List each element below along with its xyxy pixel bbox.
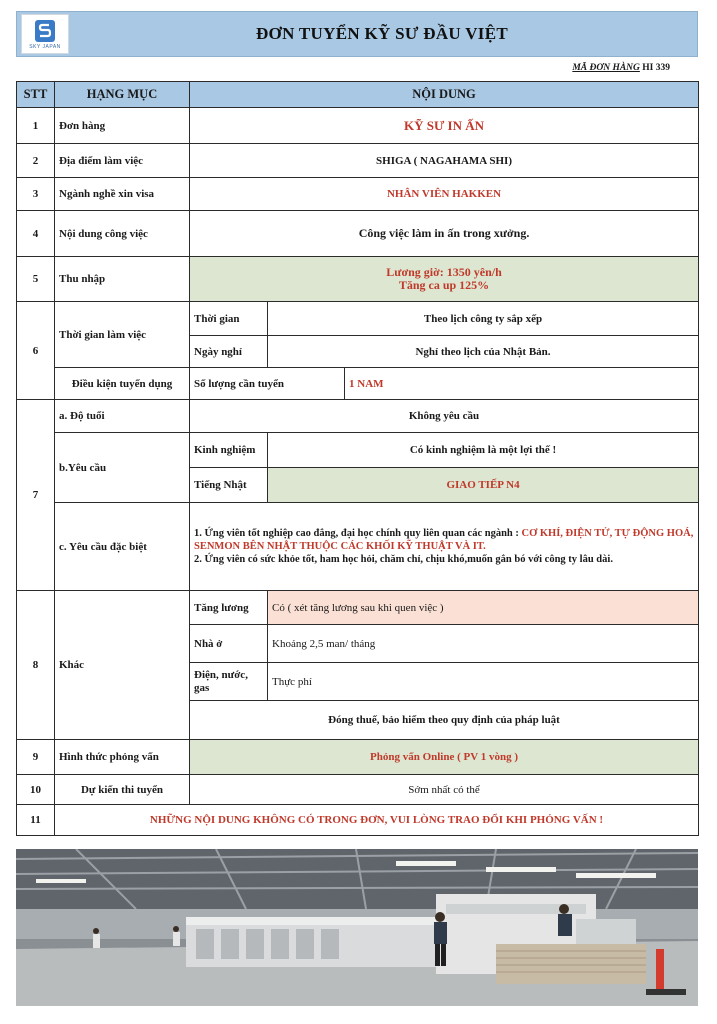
order-code xyxy=(572,63,670,73)
row-number: 10 xyxy=(17,775,55,805)
row-number: 9 xyxy=(17,740,55,775)
housing-label: Nhà ở xyxy=(190,625,268,663)
table-row xyxy=(17,805,699,836)
row-category: Địa điểm làm việc xyxy=(55,144,190,178)
factory-photo xyxy=(16,849,698,1006)
work-time-label: Thời gian xyxy=(190,302,268,336)
interview-format: Phỏng vấn Online ( PV 1 vòng ) xyxy=(190,740,699,775)
experience-value: Có kinh nghiệm là một lợi thế ! xyxy=(268,433,699,468)
work-location: SHIGA ( NAGAHAMA SHI) xyxy=(190,144,699,178)
raise-label: Tăng lương xyxy=(190,591,268,625)
row-number: 5 xyxy=(17,257,55,302)
headcount-value: 1 NAM xyxy=(345,368,699,400)
day-off-label: Ngày nghỉ xyxy=(190,336,268,368)
table-row xyxy=(17,178,699,211)
table-row xyxy=(17,108,699,144)
page-title: ĐƠN TUYỂN KỸ SƯ ĐẦU VIỆT xyxy=(255,24,508,43)
footer-notice: NHỮNG NỘI DUNG KHÔNG CÓ TRONG ĐƠN, VUI LÒNG TRAO ĐỔI KHI PHỎNG VẤN ! xyxy=(55,805,699,836)
job-order-table xyxy=(16,81,699,836)
row-category: Thời gian làm việc xyxy=(55,302,190,368)
utilities-label: Điện, nước, gas xyxy=(190,663,268,701)
header-banner xyxy=(16,11,698,57)
table-row xyxy=(17,257,699,302)
row-number: 11 xyxy=(17,805,55,836)
table-row xyxy=(17,400,699,433)
overtime-rate: Tăng ca up 125% xyxy=(398,278,490,292)
row-number: 6 xyxy=(17,302,55,400)
row-category: Nội dung công việc xyxy=(55,211,190,257)
age-label: a. Độ tuổi xyxy=(55,400,190,433)
utilities-value: Thực phí xyxy=(268,663,699,701)
company-logo xyxy=(21,14,69,54)
special-req-2: 2. Ứng viên có sức khỏe tốt, ham học hỏi, chăm chỉ, chịu khó,muốn gắn bó với công ty lâu dài. xyxy=(194,554,613,565)
table-row xyxy=(17,591,699,625)
row-category: Hình thức phỏng vấn xyxy=(55,740,190,775)
table-row xyxy=(17,211,699,257)
day-off-value: Nghỉ theo lịch của Nhật Bản. xyxy=(268,336,699,368)
table-row xyxy=(17,775,699,805)
requirements-label: b.Yêu cầu xyxy=(55,433,190,503)
income-cell xyxy=(190,257,699,302)
special-req-1: 1. Ứng viên tốt nghiệp cao đẳng, đại học chính quy liên quan các ngành : CƠ KHÍ, ĐIỆN TỬ, TỰ ĐỘNG HOÁ, SENMON BÊN NHẬT THUỘC CÁC KHỐI KỸ THUẬT VÀ IT. xyxy=(194,528,694,552)
row-category: Ngành nghề xin visa xyxy=(55,178,190,211)
row-category: Dự kiến thi tuyển xyxy=(55,775,190,805)
factory-illustration xyxy=(16,849,698,1006)
row-category: Thu nhập xyxy=(55,257,190,302)
experience-label: Kinh nghiệm xyxy=(190,433,268,468)
special-req-value xyxy=(190,503,699,591)
row-number: 2 xyxy=(17,144,55,178)
table-row xyxy=(17,740,699,775)
table-row xyxy=(17,144,699,178)
order-code-value: HI 339 xyxy=(642,63,670,73)
logo-text: SKY JAPAN xyxy=(29,43,61,50)
age-value: Không yêu cầu xyxy=(190,400,699,433)
header-stt: STT xyxy=(17,82,55,108)
recruit-condition-label: Điều kiện tuyển dụng xyxy=(55,368,190,400)
table-row xyxy=(17,433,699,468)
job-description: Công việc làm in ấn trong xưởng. xyxy=(190,211,699,257)
tax-note: Đóng thuế, bảo hiểm theo quy định của pháp luật xyxy=(190,701,699,740)
header-category: HẠNG MỤC xyxy=(55,82,190,108)
japanese-label: Tiếng Nhật xyxy=(190,468,268,503)
table-row xyxy=(17,368,699,400)
row-category: Đơn hàng xyxy=(55,108,190,144)
row-number: 4 xyxy=(17,211,55,257)
order-name: KỸ SƯ IN ẤN xyxy=(190,108,699,144)
table-row xyxy=(17,503,699,591)
hourly-wage: Lương giờ: 1350 yên/h xyxy=(386,265,502,279)
table-header-row xyxy=(17,82,699,108)
row-number: 3 xyxy=(17,178,55,211)
row-number: 8 xyxy=(17,591,55,740)
row-number: 7 xyxy=(17,400,55,591)
table-row xyxy=(17,302,699,336)
row-number: 1 xyxy=(17,108,55,144)
header-content: NỘI DUNG xyxy=(190,82,699,108)
work-time-value: Theo lịch công ty sắp xếp xyxy=(268,302,699,336)
visa-occupation: NHÂN VIÊN HAKKEN xyxy=(190,178,699,211)
row-category: Khác xyxy=(55,591,190,740)
raise-value: Có ( xét tăng lương sau khi quen việc ) xyxy=(268,591,699,625)
headcount-label: Số lượng cần tuyển xyxy=(190,368,345,400)
logo-s-icon xyxy=(34,19,56,43)
japanese-value: GIAO TIẾP N4 xyxy=(268,468,699,503)
exam-schedule: Sớm nhất có thể xyxy=(190,775,699,805)
housing-value: Khoảng 2,5 man/ tháng xyxy=(268,625,699,663)
special-req-label: c. Yêu cầu đặc biệt xyxy=(55,503,190,591)
order-code-label: MÃ ĐƠN HÀNG xyxy=(572,63,640,73)
